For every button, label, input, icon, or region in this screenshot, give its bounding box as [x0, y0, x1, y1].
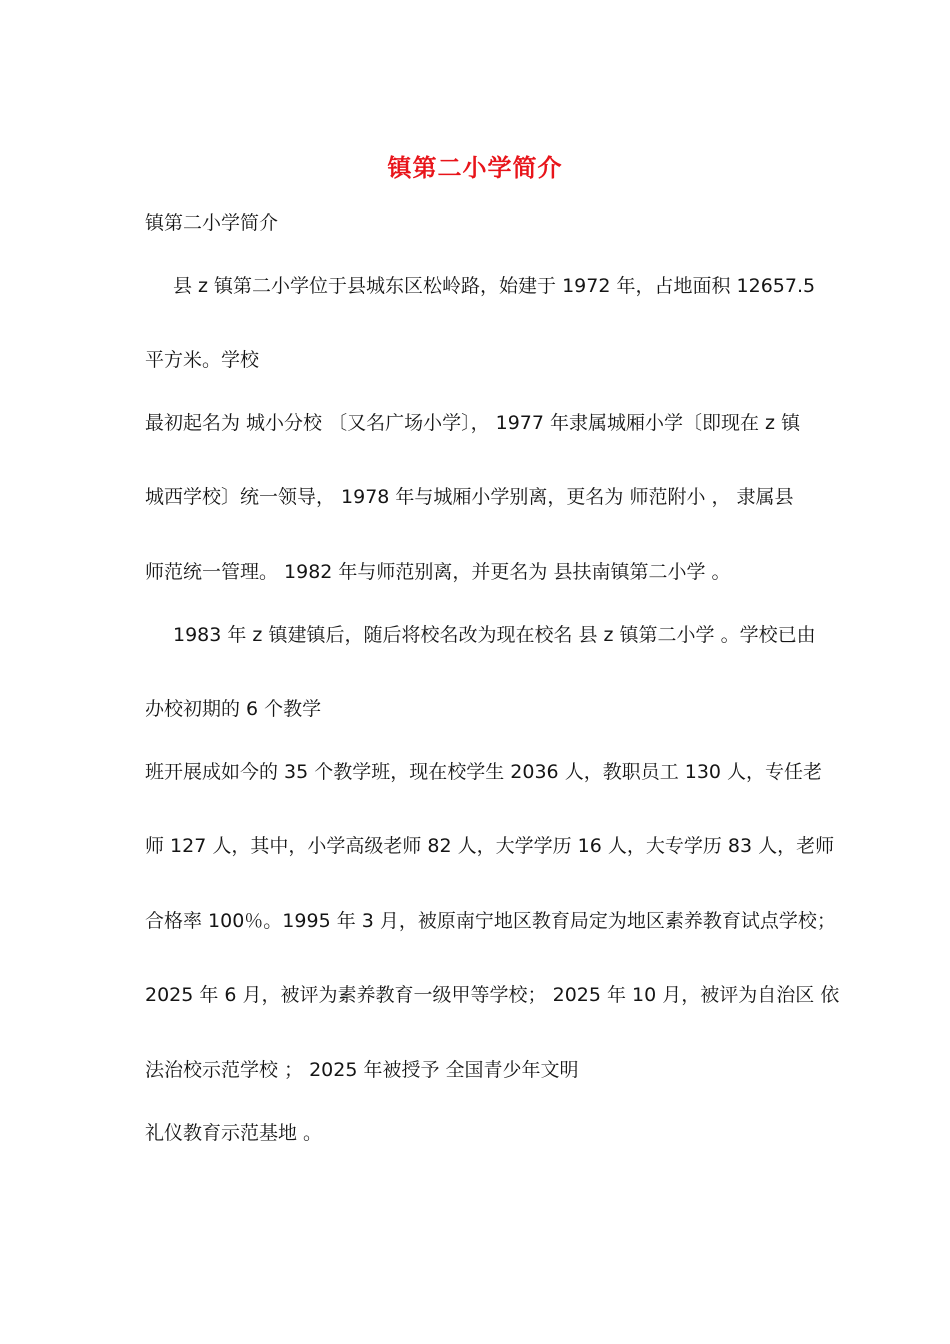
paragraph-line-5: 师范统一管理。 1982 年与师范别离，并更名为 县扶南镇第二小学 。 [145, 561, 731, 583]
document-title: 镇第二小学简介 [387, 154, 563, 182]
paragraph-line-13: 礼仪教育示范基地 。 [145, 1122, 323, 1144]
paragraph-line-11: 2025 年 6 月，被评为素养教育一级甲等学校； 2025 年 10 月，被评为自治区 依 [145, 984, 840, 1006]
paragraph-line-7: 办校初期的 6 个教学 [145, 698, 322, 720]
document-subtitle: 镇第二小学简介 [145, 212, 279, 234]
paragraph-line-3: 最初起名为 城小分校 〔又名广场小学〕， 1977 年隶属城厢小学〔即现在 z 镇 [145, 412, 801, 434]
paragraph-line-8: 班开展成如今的 35 个教学班，现在校学生 2036 人，教职员工 130 人，专任老 [145, 761, 823, 783]
paragraph-line-2: 平方米。学校 [145, 349, 260, 371]
paragraph-line-10: 合格率 100％。1995 年 3 月，被原南宁地区教育局定为地区素养教育试点学校； [145, 910, 836, 932]
paragraph-line-4: 城西学校〕统一领导， 1978 年与城厢小学别离，更名为 师范附小 ， 隶属县 [145, 486, 794, 508]
paragraph-line-9: 师 127 人，其中，小学高级老师 82 人，大学学历 16 人，大专学历 83 人，老师 [145, 835, 835, 857]
paragraph-line-1: 县 z 镇第二小学位于县城东区松岭路，始建于 1972 年，占地面积 12657.5 [173, 275, 816, 297]
paragraph-line-12: 法治校示范学校 ； 2025 年被授予 全国青少年文明 [145, 1059, 579, 1081]
paragraph-line-6: 1983 年 z 镇建镇后，随后将校名改为现在校名 县 z 镇第二小学 。学校已由 [173, 624, 816, 646]
